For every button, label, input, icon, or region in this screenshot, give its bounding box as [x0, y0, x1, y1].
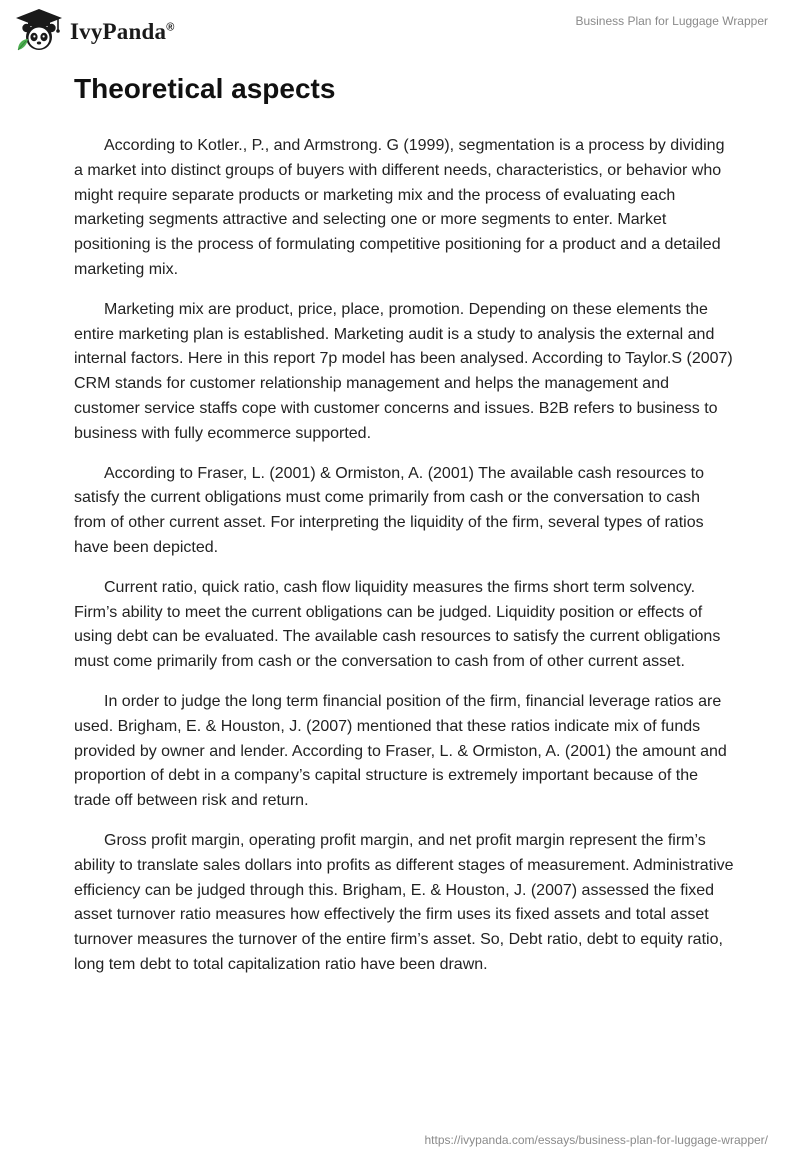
paragraph: Gross profit margin, operating profit margin, and net profit margin represent the firm’s ability to translate sales dollars into profits as different stages of measurement. Administrative efficiency can be judged through this. Brigham, E. & Houston, J. (2007) assessed the fixed asset turnover ratio measures how effectively the firm uses its fixed assets and total asset turnover measures the turnover of the entire firm’s asset. So, Debt ratio, debt to equity ratio, long tem debt to total capitalization ratio have been drawn.	[74, 831, 734, 973]
source-url[interactable]: https://ivypanda.com/essays/business-plan-for-luggage-wrapper/	[424, 1133, 768, 1147]
panda-graduate-icon	[14, 8, 64, 52]
page-header	[0, 0, 800, 62]
ivypanda-logo[interactable]	[14, 8, 175, 52]
article-body	[74, 134, 734, 993]
paragraph: Current ratio, quick ratio, cash flow liquidity measures the firms short term solvency. Firm’s ability to meet the current obligations can be judged. Liquidity position or effects of using debt can be evaluated. The available cash resources to satisfy the current obligations must come primarily from cash or the conversation to cash from of other current asset.	[74, 578, 721, 671]
section-heading: Theoretical aspects	[74, 73, 336, 104]
brand-name: IvyPanda®	[70, 19, 175, 44]
paragraph: According to Kotler., P., and Armstrong. G (1999), segmentation is a process by dividing a market into distinct groups of buyers with different needs, characteristics, or behavior who might require separate products or marketing mix and the process of evaluating each marketing segments attractive and selecting one or more segments to enter. Market positioning is the process of formulating competitive positioning for a product and a detailed marketing mix.	[74, 137, 725, 278]
document-title: Business Plan for Luggage Wrapper	[575, 14, 768, 28]
paragraph: In order to judge the long term financial position of the firm, financial leverage ratios are used. Brigham, E. & Houston, J. (2007) mentioned that these ratios indicate mix of funds provided by owner and lender. According to Fraser, L. & Ormiston, A. (2001) the amount and proportion of debt in a company’s capital structure is extremely important because of the trade off between risk and return.	[74, 692, 727, 810]
registered-mark: ®	[166, 21, 175, 34]
paragraph: According to Fraser, L. (2001) & Ormiston, A. (2001) The available cash resources to satisfy the current obligations must come primarily from cash or the conversation to cash from of other current asset. For interpreting the liquidity of the firm, several types of ratios have been depicted.	[74, 464, 704, 556]
paragraph: Marketing mix are product, price, place, promotion. Depending on these elements the entire marketing plan is established. Marketing audit is a study to analysis the external and internal factors. Here in this report 7p model has been analysed. According to Taylor.S (2007) CRM stands for customer relationship management and helps the management and customer service staffs cope with customer concerns and issues. B2B refers to business to business with fully ecommerce supported.	[74, 300, 733, 442]
